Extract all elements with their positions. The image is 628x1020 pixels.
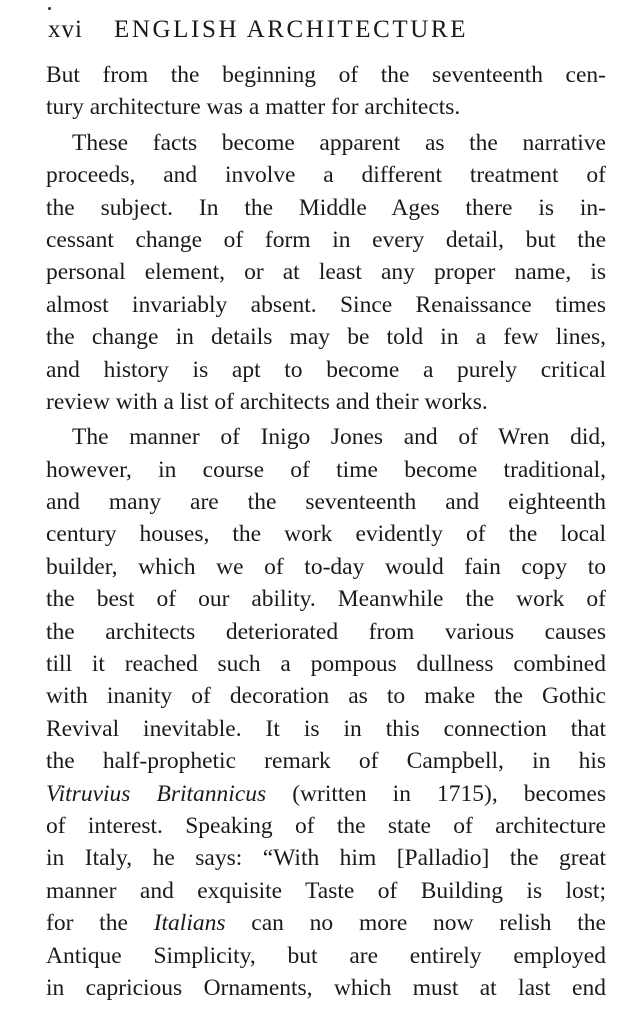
text-line: These facts become apparent as the narrative bbox=[72, 129, 606, 156]
text-line: in capricious Ornaments, which must at last end bbox=[46, 974, 606, 1001]
text-line: builder, which we of to-day would fain copy to bbox=[46, 553, 606, 580]
body-text bbox=[46, 59, 606, 1004]
text-line bbox=[46, 907, 606, 939]
text-line: the best of our ability. Meanwhile the work of bbox=[46, 586, 606, 613]
text-line: The manner of Inigo Jones and of Wren did, bbox=[72, 424, 606, 451]
text-line: in Italy, he says: “With him [Palladio] the great bbox=[46, 845, 606, 872]
page-header bbox=[48, 12, 608, 48]
page-number: xvi bbox=[48, 16, 83, 43]
text-line: however, in course of time become traditional, bbox=[46, 456, 606, 483]
text-line: the half-prophetic remark of Campbell, in his bbox=[46, 748, 606, 775]
text-line bbox=[46, 778, 606, 810]
text-line: and history is apt to become a purely critical bbox=[46, 356, 606, 383]
text-line: tury architecture was a matter for architects. bbox=[46, 94, 461, 121]
text-run: for the bbox=[46, 910, 154, 937]
text-line: of interest. Speaking of the state of architecture bbox=[46, 812, 606, 839]
text-line: proceeds, and involve a different treatment of bbox=[46, 162, 606, 189]
text-run: (written in 1715), becomes bbox=[266, 780, 606, 807]
text-line: personal element, or at least any proper name, is bbox=[46, 259, 606, 286]
book-title-italic: Vitruvius Britannicus bbox=[46, 780, 267, 807]
text-line: almost invariably absent. Since Renaissance times bbox=[46, 291, 606, 318]
text-line: manner and exquisite Taste of Building is lost; bbox=[46, 877, 606, 904]
italians-italic: Italians bbox=[153, 910, 226, 937]
running-title: ENGLISH ARCHITECTURE bbox=[114, 16, 469, 43]
text-run: can no more now relish the bbox=[225, 910, 606, 937]
text-line: century houses, the work evidently of the local bbox=[46, 521, 606, 548]
text-line: cessant change of form in every detail, but the bbox=[46, 226, 606, 253]
text-line: the change in details may be told in a few lines, bbox=[46, 324, 606, 351]
text-line: Revival inevitable. It is in this connection that bbox=[46, 715, 606, 742]
text-line: the architects deteriorated from various causes bbox=[46, 618, 606, 645]
text-line: Antique Simplicity, but are entirely employed bbox=[46, 942, 606, 969]
text-line: with inanity of decoration as to make the Gothic bbox=[46, 683, 606, 710]
text-line: the subject. In the Middle Ages there is in- bbox=[46, 194, 606, 221]
print-mark bbox=[48, 7, 51, 10]
text-line: and many are the seventeenth and eighteenth bbox=[46, 489, 606, 516]
text-line: But from the beginning of the seventeenth cen- bbox=[46, 62, 606, 88]
text-line: till it reached such a pompous dullness combined bbox=[46, 651, 606, 678]
text-line: review with a list of architects and their works. bbox=[46, 388, 488, 415]
